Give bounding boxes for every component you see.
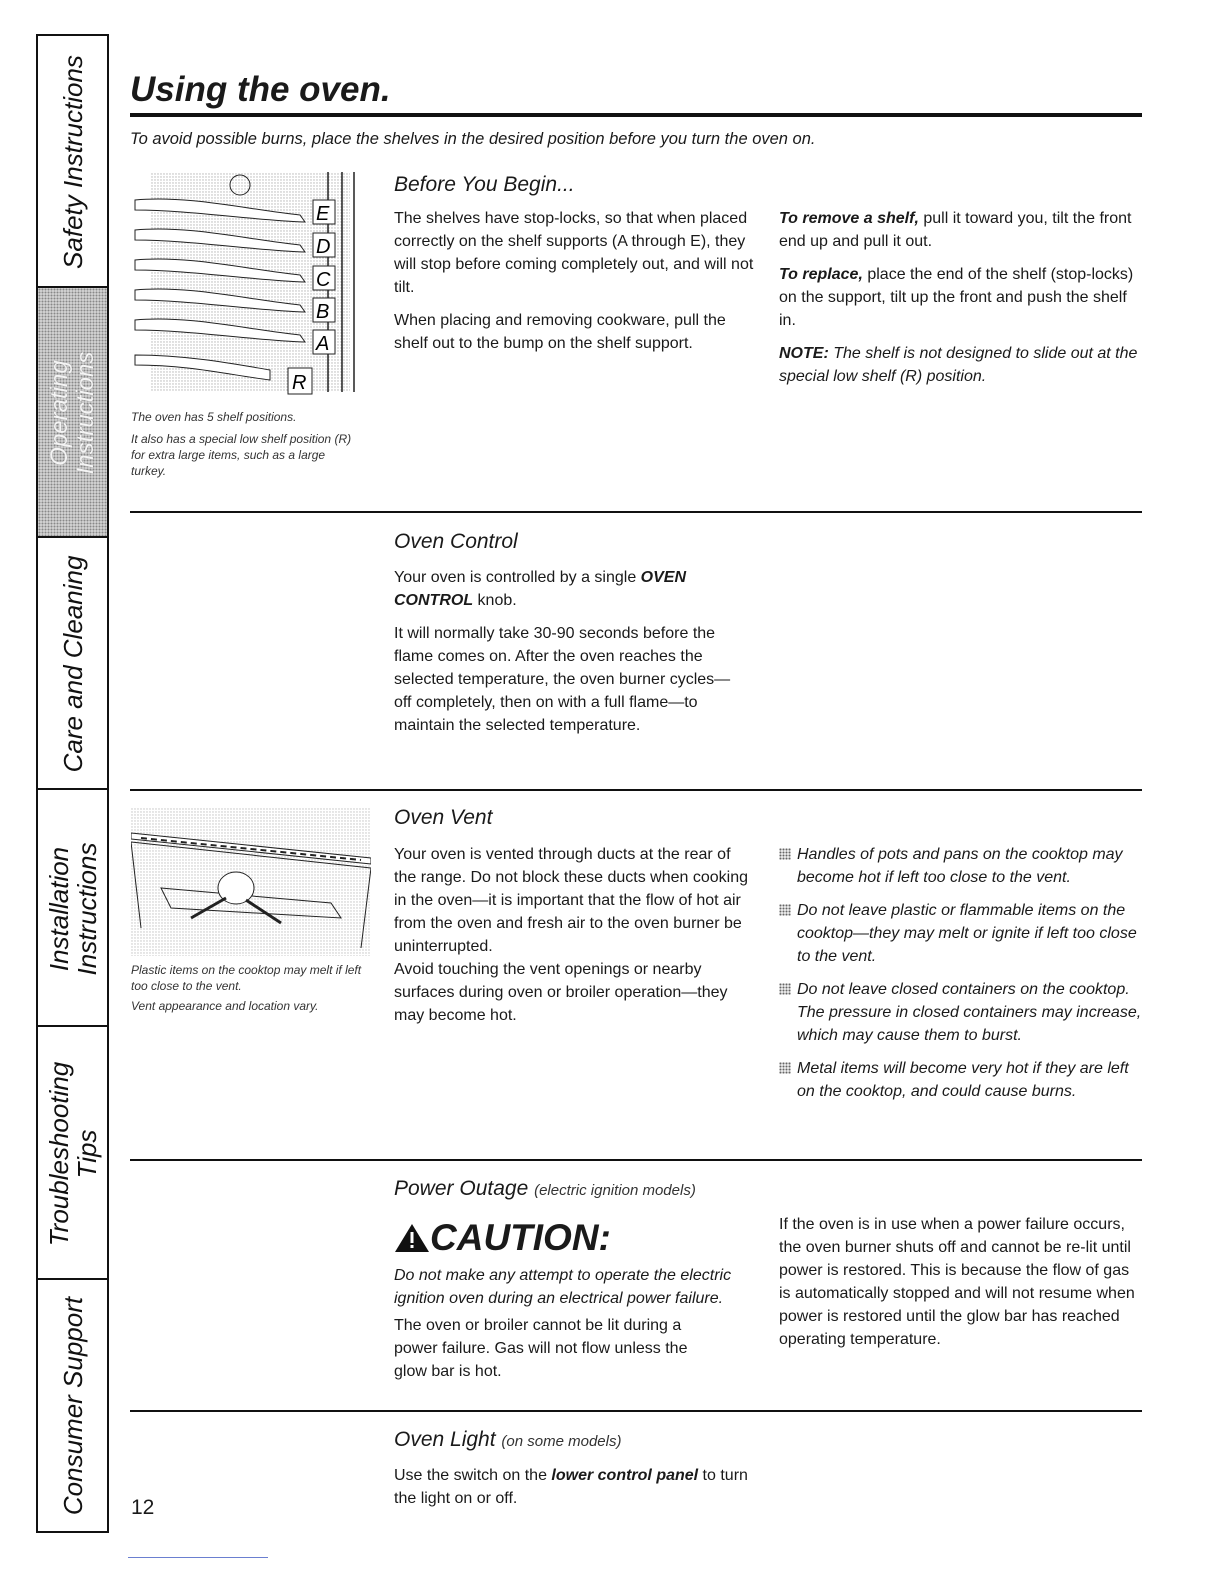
section-title-oven-control: Oven Control xyxy=(394,530,518,553)
remove-shelf-label: To remove a shelf, xyxy=(779,210,919,227)
bullet-icon xyxy=(779,1062,791,1074)
sidebar-tabs xyxy=(36,34,107,1531)
caution-heading xyxy=(394,1218,739,1266)
bullet-icon xyxy=(779,904,791,916)
shelf-label-a: A xyxy=(316,333,330,355)
oven-light-text xyxy=(394,1464,764,1510)
tab-label: Care and Cleaning xyxy=(57,555,88,773)
warning-bullet xyxy=(779,978,1144,1047)
vent-caption xyxy=(131,962,371,1014)
shelf-label-d: D xyxy=(316,236,331,258)
tab-care-and-cleaning[interactable] xyxy=(36,536,109,790)
section-divider xyxy=(130,1159,1142,1161)
tab-label: Installation Instructions xyxy=(43,842,102,975)
vent-warnings-list xyxy=(779,843,1144,1103)
note-text: The shelf is not designed to slide out at the special low shelf (R) position. xyxy=(779,345,1138,385)
oven-control-text xyxy=(394,566,744,747)
power-outage-title: Power Outage xyxy=(394,1177,529,1200)
warning-bullet xyxy=(779,843,1144,889)
replace-shelf-text: place the end of the shelf (stop-locks) on the support, tilt up the front and push the shelf in. xyxy=(779,266,1134,329)
bullet-text: Do not leave closed containers on the cooktop. The pressure in closed containers may increase, which may cause them to burst. xyxy=(797,981,1142,1044)
before-you-begin-text xyxy=(394,207,754,365)
footer-rule xyxy=(128,1557,268,1558)
oven-light-title: Oven Light xyxy=(394,1428,496,1451)
intro-text: To avoid possible burns, place the shelves in the desired position before you turn the oven on. xyxy=(130,130,816,148)
replace-shelf-label: To replace, xyxy=(779,266,863,283)
section-divider xyxy=(130,1410,1142,1412)
power-outage-subtitle: (electric ignition models) xyxy=(534,1182,696,1199)
title-rule xyxy=(130,113,1142,117)
paragraph-note xyxy=(779,342,1144,388)
section-divider xyxy=(130,511,1142,513)
section-title-before-you-begin: Before You Begin... xyxy=(394,173,575,196)
tab-operating-instructions[interactable] xyxy=(36,286,109,538)
shelf-label-b: B xyxy=(316,301,330,323)
oven-control-knob-label: OVEN CONTROL xyxy=(394,569,687,609)
section-title-power-outage xyxy=(394,1177,696,1201)
paragraph-remove-shelf xyxy=(779,207,1144,253)
bullet-text: Do not leave plastic or flammable items on the cooktop—they may melt or ignite if left too close to the vent. xyxy=(797,902,1137,965)
warning-bullet xyxy=(779,1057,1144,1103)
section-title-oven-vent: Oven Vent xyxy=(394,806,493,829)
oven-light-subtitle: (on some models) xyxy=(501,1433,622,1450)
paragraph: The shelves have stop-locks, so that when placed correctly on the shelf supports (A through E), they will stop before coming completely out, and will not tilt. xyxy=(394,210,754,296)
paragraph-replace-shelf xyxy=(779,263,1144,332)
tab-label: Operating Instructions xyxy=(45,351,99,475)
warning-bullet xyxy=(779,899,1144,968)
tab-installation-instructions[interactable] xyxy=(36,788,109,1027)
paragraph: When placing and removing cookware, pull the shelf out to the bump on the shelf support. xyxy=(394,312,726,352)
power-outage-text-left: The oven or broiler cannot be lit during a power failure. Gas will not flow unless the glow bar is hot. xyxy=(394,1317,688,1380)
tab-label: Consumer Support xyxy=(57,1296,88,1515)
shelf-caption-line1: The oven has 5 shelf positions. xyxy=(131,410,297,424)
warning-triangle-icon xyxy=(394,1223,430,1253)
shelf-label-c: C xyxy=(316,269,331,291)
text-run: Use the switch on the xyxy=(394,1467,552,1484)
section-divider xyxy=(130,789,1142,791)
power-outage-text-right: If the oven is in use when a power failure occurs, the oven burner shuts off and cannot be re-lit until power is restored. This is because the flow of gas is automatically stopped and will not resume when power is restored until the glow bar has reached operating temperature. xyxy=(779,1216,1135,1348)
text-run: knob. xyxy=(473,592,517,609)
tab-consumer-support[interactable] xyxy=(36,1278,109,1533)
vent-caption-line1: Plastic items on the cooktop may melt if left too close to the vent. xyxy=(131,963,362,993)
caution-text: Do not make any attempt to operate the electric ignition oven during an electrical power failure. xyxy=(394,1267,732,1307)
tab-troubleshooting-tips[interactable] xyxy=(36,1025,109,1280)
paragraph xyxy=(394,566,744,612)
paragraph: Avoid touching the vent openings or nearby surfaces during oven or broiler operation—they may become hot. xyxy=(394,961,728,1024)
page-title: Using the oven. xyxy=(130,70,391,109)
shelf-label-e: E xyxy=(316,203,330,225)
oven-vent-text xyxy=(394,843,756,1037)
paragraph: Your oven is vented through ducts at the rear of the range. Do not block these ducts when cooking in the oven—it is important that the flow of hot air from the oven and fresh air to the oven burner be uninterrupted. xyxy=(394,846,748,955)
section-title-oven-light xyxy=(394,1428,621,1452)
caution-word: CAUTION: xyxy=(430,1217,611,1258)
tab-label: Safety Instructions xyxy=(57,55,88,269)
tab-label: Troubleshooting Tips xyxy=(43,1061,102,1246)
page-number: 12 xyxy=(131,1496,155,1519)
oven-vent-illustration xyxy=(131,808,371,956)
tab-safety-instructions[interactable] xyxy=(36,34,109,288)
lower-control-panel-label: lower control panel xyxy=(551,1467,699,1484)
bullet-text: Handles of pots and pans on the cooktop may become hot if left too close to the vent. xyxy=(797,846,1123,886)
text-run: Your oven is controlled by a single xyxy=(394,569,641,586)
shelf-label-r: R xyxy=(292,372,307,394)
bullet-icon xyxy=(779,848,791,860)
paragraph: It will normally take 30-90 seconds before the flame comes on. After the oven reaches the selected temperature, the oven burner cycles—off completely, then on with a full flame—to maintain the selected temperature. xyxy=(394,625,731,734)
shelf-caption xyxy=(131,409,361,479)
note-label: NOTE: xyxy=(779,345,829,362)
shelf-positions-illustration xyxy=(130,170,370,400)
text-run: to turn the light on or off. xyxy=(394,1467,748,1507)
bullet-icon xyxy=(779,983,791,995)
shelf-caption-line2: It also has a special low shelf position (R) for extra large items, such as a large turkey. xyxy=(131,432,352,478)
caution-block xyxy=(394,1218,739,1310)
vent-caption-line2: Vent appearance and location vary. xyxy=(131,999,319,1013)
bullet-text: Metal items will become very hot if they are left on the cooktop, and could cause burns. xyxy=(797,1060,1129,1100)
shelf-instructions-text xyxy=(779,207,1144,398)
remove-shelf-text: pull it toward you, tilt the front end up and pull it out. xyxy=(779,210,1132,250)
